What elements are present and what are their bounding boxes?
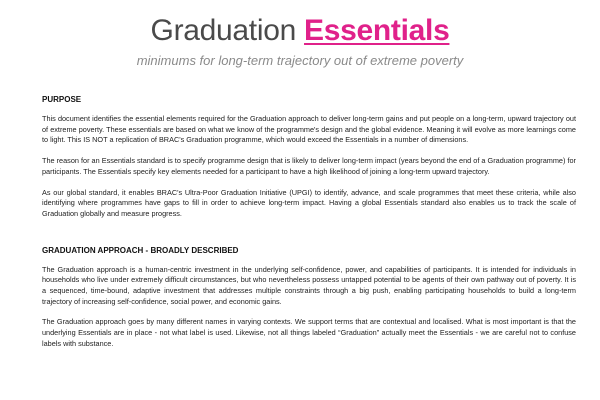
paragraph: The reason for an Essentials standard is to specify programme design that is likely to deliver long-term impact (years beyond the end of a Graduation programme) for participants. The Essentials specify key elements needed for a participant to have a high likelihood of joining a long-term upward trajectory. — [42, 156, 576, 176]
paragraph: This document identifies the essential elements required for the Graduation approach to deliver long-term gains and put people on a long-term, upward trajectory out of extreme poverty. These essentials are based on what we know of the programme's design and the global evidence. Meaning it will evolve as more learnings come to light. This IS NOT a replication of BRAC's Graduation programme, which would exceed the Essentials in a number of dimensions. — [42, 114, 576, 145]
paragraph: As our global standard, it enables BRAC's Ultra-Poor Graduation Initiative (UPGI) to identify, advance, and scale programmes that meet these criteria, while also identifying where programmes have gaps to fill in order to achieve long-term impact. Having a global Essentials standard also enables us to track the scale of Graduation globally and measure progress. — [42, 187, 576, 218]
section-divider — [42, 230, 576, 246]
section-graduation-approach — [42, 246, 576, 350]
paragraph: The Graduation approach goes by many different names in varying contexts. We support terms that are contextual and localised. What is most important is that the underlying Essentials are in place - not what label is used. Likewise, not all things labeled “Graduation” actually meet the Essentials - we are careful not to confuse labels with substance. — [42, 317, 576, 348]
paragraph: The Graduation approach is a human-centric investment in the underlying self-confidence, power, and capabilities of participants. It is intended for individuals in households who live under extremely difficult circumstances, but who nevertheless possess untapped potential to be agents of their own pathway out of poverty. It is a sequenced, time-bound, adaptive investment that addresses multiple constraints through a big push, enabling participating households to build a long-term trajectory of increasing self-confidence, social power, and economic gains. — [42, 264, 576, 306]
title-accent: Essentials — [304, 14, 450, 47]
document-body — [42, 95, 576, 360]
page-subtitle: minimums for long-term trajectory out of extreme poverty — [136, 53, 464, 68]
page-title — [0, 14, 600, 48]
section-purpose — [42, 95, 576, 220]
document-header — [0, 14, 600, 69]
section-heading: PURPOSE — [42, 95, 82, 104]
title-main: Graduation — [150, 14, 296, 47]
section-heading: GRADUATION APPROACH - BROADLY DESCRIBED — [42, 245, 239, 255]
